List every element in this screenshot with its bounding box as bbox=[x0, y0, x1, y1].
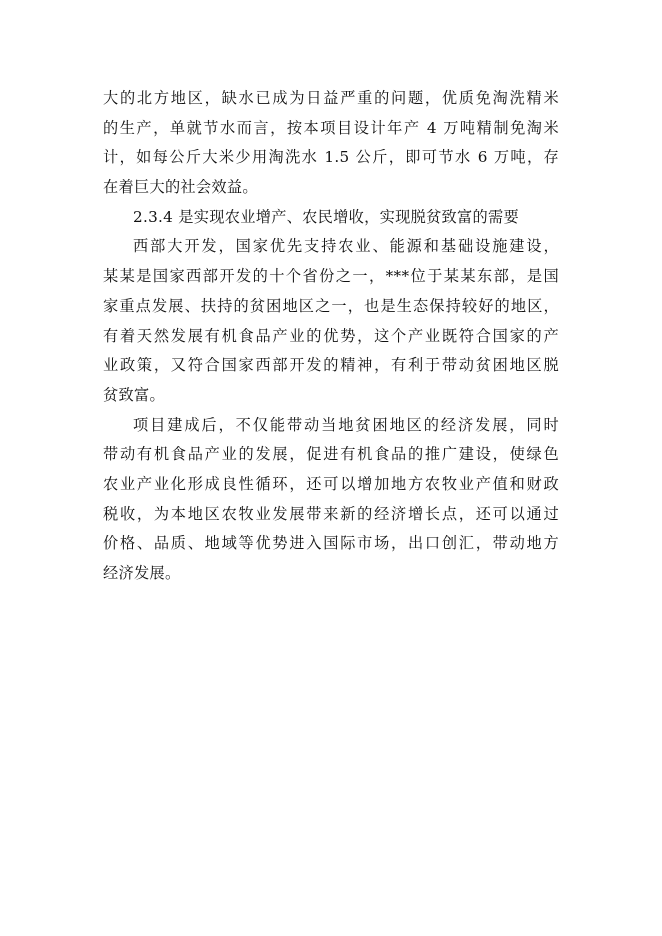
text-line: 经济发展。 bbox=[103, 564, 181, 582]
text-line: 贫致富。 bbox=[103, 385, 165, 404]
text-line: 有着天然发展有机食品产业的优势，这个产业既符合国家的产 bbox=[103, 326, 559, 345]
text-line: 大的北方地区，缺水已成为日益严重的问题，优质免淘洗精米 bbox=[103, 89, 559, 107]
text-line: 计，如每公斤大米少用淘洗水 1.5 公斤，即可节水 6 万吨，存 bbox=[103, 148, 559, 167]
text-line: 价格、品质、地域等优势进入国际市场，出口创汇，带动地方 bbox=[103, 534, 559, 553]
text-line: 西部大开发，国家优先支持农业、能源和基础设施建设， bbox=[133, 237, 559, 256]
text-line: 带动有机食品产业的发展，促进有机食品的推广建设，使绿色 bbox=[103, 445, 559, 464]
text-line: 的生产，单就节水而言，按本项目设计年产 4 万吨精制免淘米 bbox=[103, 118, 559, 137]
text-line: 在着巨大的社会效益。 bbox=[103, 178, 258, 197]
document-body bbox=[103, 84, 559, 589]
text-line: 业政策，又符合国家西部开发的精神，有利于带动贫困地区脱 bbox=[103, 356, 559, 375]
text-line: 税收，为本地区农牧业发展带来新的经济增长点，还可以通过 bbox=[103, 504, 559, 523]
text-line: 某某是国家西部开发的十个省份之一，***位于某某东部，是国 bbox=[103, 267, 559, 286]
text-line: 家重点发展、扶持的贫困地区之一，也是生态保持较好的地区， bbox=[103, 296, 559, 315]
text-line: 项目建成后，不仅能带动当地贫困地区的经济发展，同时 bbox=[133, 415, 559, 434]
text-line: 2.3.4 是实现农业增产、农民增收，实现脱贫致富的需要 bbox=[133, 207, 519, 226]
text-line: 农业产业化形成良性循环，还可以增加地方农牧业产值和财政 bbox=[103, 474, 559, 493]
